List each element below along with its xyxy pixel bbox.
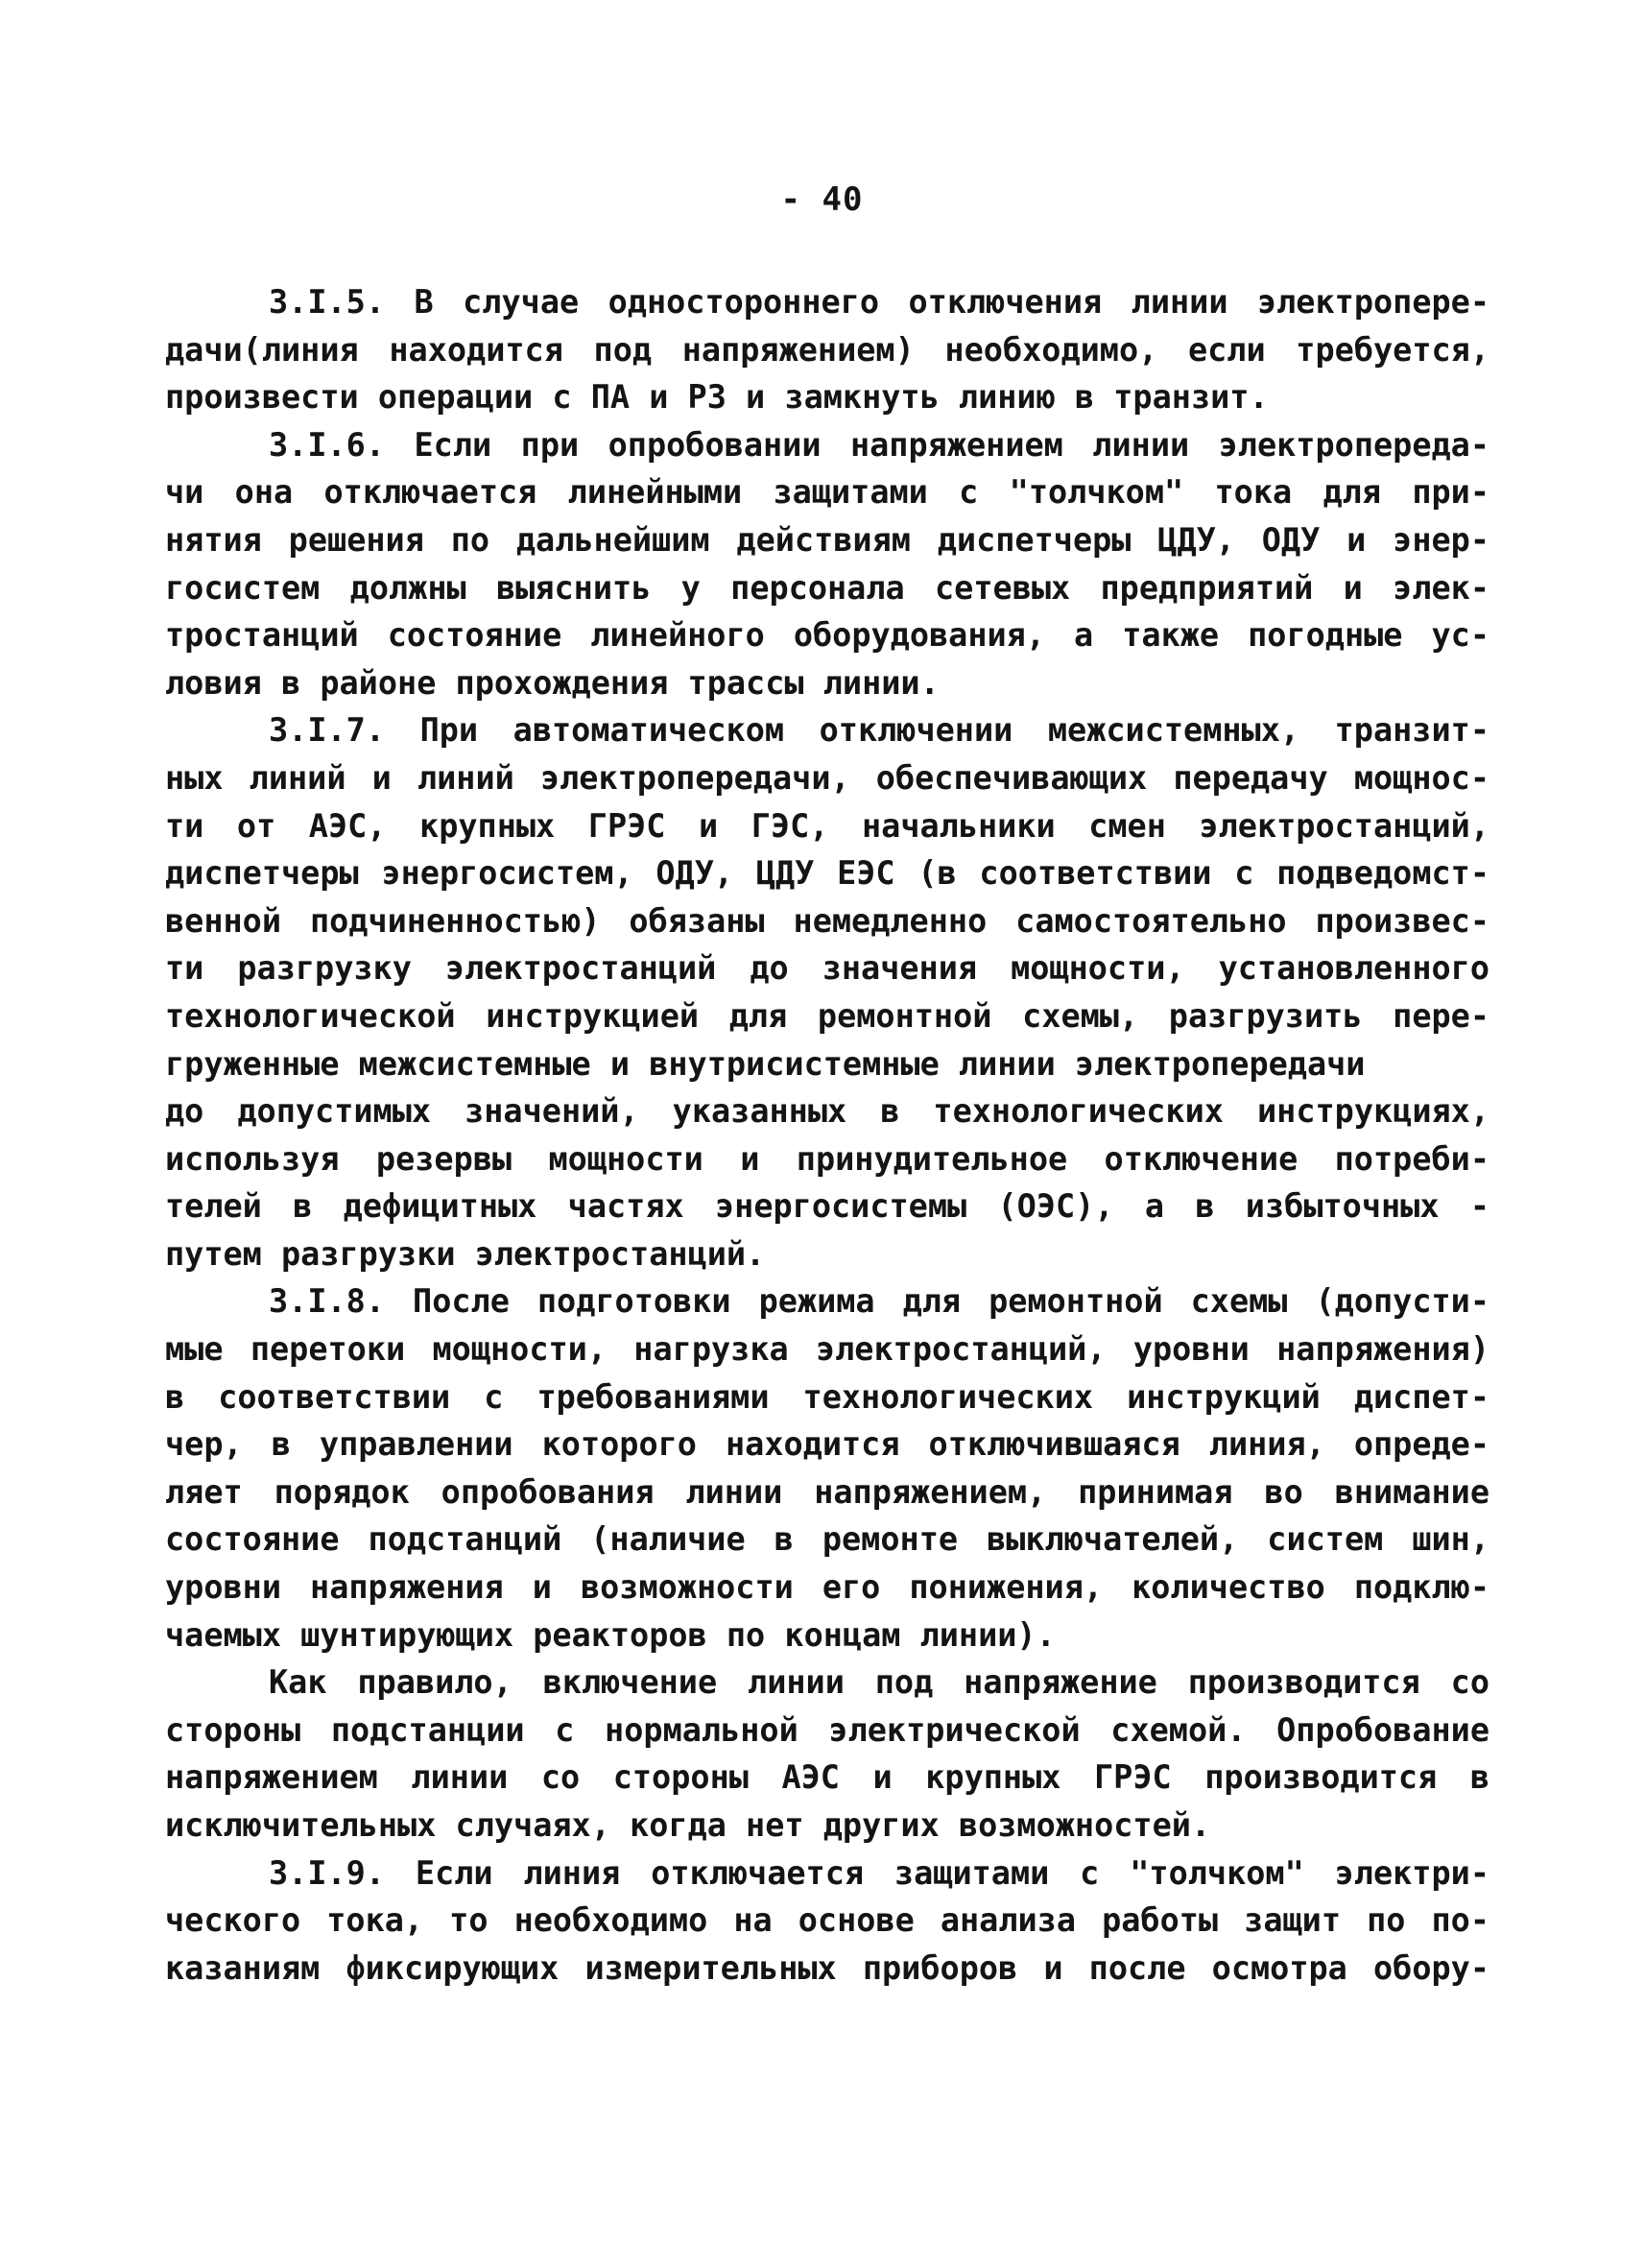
text-line: чаемых шунтирующих реакторов по концам линии). bbox=[165, 1615, 1056, 1654]
text-line: исключительных случаях, когда нет других возможностей. bbox=[165, 1806, 1211, 1844]
text-line: путем разгрузки электростанций. bbox=[165, 1234, 766, 1273]
text-line: венной подчиненностью) обязаны немедленно самостоятельно произвес- bbox=[165, 901, 1489, 940]
text-line: тростанций состояние линейного оборудования, а также погодные ус- bbox=[165, 616, 1489, 655]
text-line: мые перетоки мощности, нагрузка электростанций, уровни напряжения) bbox=[165, 1330, 1489, 1369]
text-line: ти разгрузку электростанций до значения мощности, установленного bbox=[165, 949, 1489, 988]
text-line: 3.I.6. Если при опробовании напряжением линии электропереда- bbox=[269, 425, 1489, 464]
text-line: в соответствии с требованиями технологических инструкций диспет- bbox=[165, 1377, 1489, 1416]
text-line: используя резервы мощности и принудительное отключение потреби- bbox=[165, 1139, 1489, 1178]
text-line: ческого тока, то необходимо на основе анализа работы защит по по- bbox=[165, 1901, 1489, 1940]
document-body bbox=[165, 278, 1489, 1992]
text-line: произвести операции с ПА и РЗ и замкнуть линию в транзит. bbox=[165, 378, 1269, 417]
text-line: до допустимых значений, указанных в технологических инструкциях, bbox=[165, 1092, 1489, 1131]
text-line: Как правило, включение линии под напряжение производится со bbox=[269, 1663, 1489, 1702]
text-line: ных линий и линий электропередачи, обеспечивающих передачу мощнос- bbox=[165, 758, 1489, 797]
page-number: - 40 bbox=[780, 180, 864, 219]
text-line: телей в дефицитных частях энергосистемы (ОЭС), а в избыточных - bbox=[165, 1187, 1489, 1226]
text-line: 3.I.7. При автоматическом отключении межсистемных, транзит- bbox=[269, 711, 1489, 750]
text-line: 3.I.9. Если линия отключается защитами с "толчком" электри- bbox=[269, 1853, 1489, 1892]
text-line: казаниям фиксирующих измерительных приборов и после осмотра обору- bbox=[165, 1948, 1489, 1987]
text-line: напряжением линии со стороны АЭС и крупных ГРЭС производится в bbox=[165, 1758, 1489, 1797]
text-line: госистем должны выяснить у персонала сетевых предприятий и элек- bbox=[165, 568, 1489, 607]
text-line: уровни напряжения и возможности его понижения, количество подклю- bbox=[165, 1568, 1489, 1607]
text-line: чер, в управлении которого находится отключившаяся линия, опреде- bbox=[165, 1425, 1489, 1464]
text-line: состояние подстанций (наличие в ремонте выключателей, систем шин, bbox=[165, 1520, 1489, 1559]
text-line: нятия решения по дальнейшим действиям диспетчеры ЦДУ, ОДУ и энер- bbox=[165, 520, 1489, 559]
text-line: дачи(линия находится под напряжением) необходимо, если требуется, bbox=[165, 330, 1489, 369]
text-line: чи она отключается линейными защитами с "толчком" тока для при- bbox=[165, 473, 1489, 512]
text-line: ловия в районе прохождения трассы линии. bbox=[165, 663, 940, 702]
text-line: ляет порядок опробования линии напряжением, принимая во внимание bbox=[165, 1472, 1489, 1511]
text-line: 3.I.5. В случае одностороннего отключения линии электропере- bbox=[269, 283, 1489, 321]
text-line: груженные межсистемные и внутрисистемные линии электропередачи bbox=[165, 1044, 1366, 1083]
text-line: 3.I.8. После подготовки режима для ремонтной схемы (допусти- bbox=[269, 1282, 1489, 1321]
text-line: стороны подстанции с нормальной электрической схемой. Опробование bbox=[165, 1710, 1489, 1749]
text-line: ти от АЭС, крупных ГРЭС и ГЭС, начальники смен электростанций, bbox=[165, 806, 1489, 845]
text-line: диспетчеры энергосистем, ОДУ, ЦДУ ЕЭС (в соответствии с подведомст- bbox=[165, 854, 1489, 893]
text-line: технологической инструкцией для ремонтной схемы, разгрузить пере- bbox=[165, 996, 1489, 1035]
